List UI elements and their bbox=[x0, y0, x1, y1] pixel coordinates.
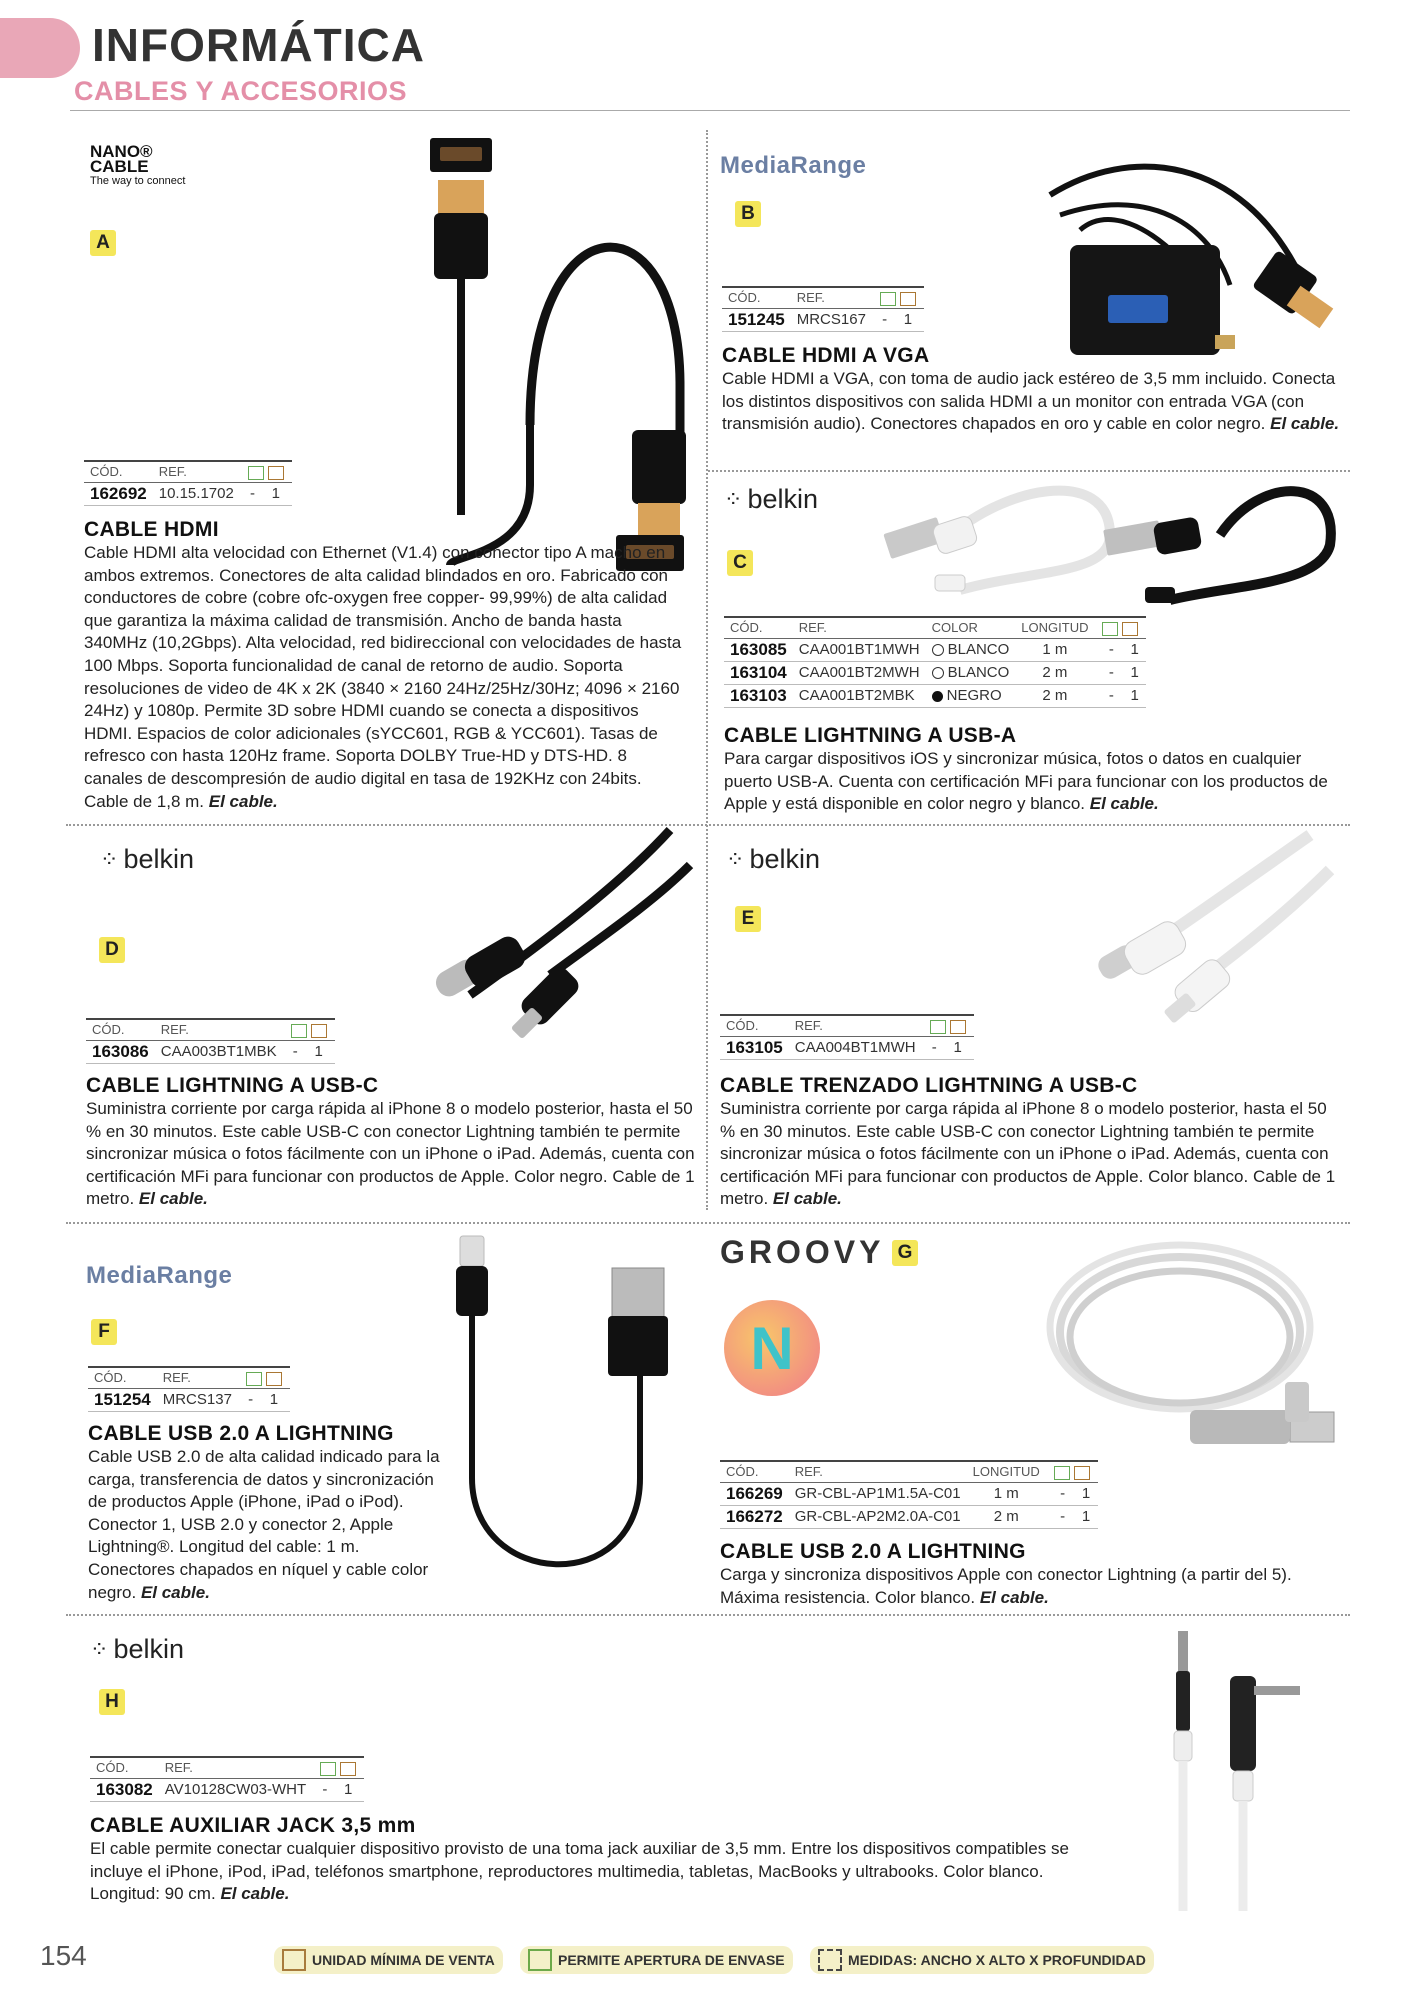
product-title: CABLE LIGHTNING A USB-A bbox=[724, 724, 1017, 747]
product-description: Suministra corriente por carga rápida al iPhone 8 o modelo posterior, hasta el 50 % en 30 minutos. Este cable USB-C con conector Lightning también te permite sincronizar música o fotos fácilmente con un iPhone o iPad. Además, cuenta con certificación MFi para funcionar con productos de Apple. Color blanco. Cable de 1 metro. El cable. bbox=[720, 1099, 1336, 1209]
brand-logo-belkin: ⁘ belkin bbox=[100, 844, 194, 874]
brand-logo-groovy: GROOVY bbox=[720, 1234, 885, 1270]
lightning-usb-a-cables-image bbox=[880, 475, 1350, 615]
product-letter-badge: G bbox=[892, 1240, 918, 1266]
product-description: Cable USB 2.0 de alta calidad indicado para la carga, transferencia de datos y sincronización de productos Apple (iPhone, iPad o iPod). Conector 1, USB 2.0 y conector 2, Apple Lightning®. Longitud del cable: 1 m. Conectores chapados en níquel y cable color negro. El cable. bbox=[88, 1447, 440, 1602]
aux-jack-cable-image bbox=[1150, 1626, 1330, 1916]
product-title: CABLE TRENZADO LIGHTNING A USB-C bbox=[720, 1074, 1138, 1097]
column-divider bbox=[706, 130, 708, 1210]
product-table: CÓD. REF. 151254 MRCS137 - 1 bbox=[88, 1366, 290, 1412]
product-title: CABLE AUXILIAR JACK 3,5 mm bbox=[90, 1814, 416, 1837]
table-row: 163085 CAA001BT1MWH BLANCO 1 m - 1 bbox=[724, 638, 1146, 661]
table-row: 163105 CAA004BT1MWH - 1 bbox=[720, 1036, 974, 1059]
table-row: 163104 CAA001BT2MWH BLANCO 2 m - 1 bbox=[724, 661, 1146, 684]
dimensions-icon bbox=[818, 1949, 842, 1971]
product-title: CABLE HDMI A VGA bbox=[722, 344, 930, 367]
page-subtitle: CABLES Y ACCESORIOS bbox=[74, 76, 408, 106]
product-table: CÓD. REF. 163086 CAA003BT1MBK - 1 bbox=[86, 1018, 335, 1064]
brand-logo-belkin: ⁘ belkin bbox=[724, 484, 818, 514]
lightning-usb-c-cable-image bbox=[420, 825, 700, 1055]
header-tab bbox=[0, 18, 80, 78]
product-letter-badge: F bbox=[91, 1319, 117, 1345]
header-divider bbox=[70, 110, 1350, 111]
product-letter-badge: H bbox=[99, 1689, 125, 1715]
row-divider bbox=[708, 470, 1350, 472]
row-divider bbox=[66, 1614, 1350, 1616]
table-row: 162692 10.15.1702 - 1 bbox=[84, 482, 292, 505]
brand-logo-mediarange: MediaRange bbox=[720, 152, 867, 179]
product-table: CÓD. REF. 163082 AV10128CW03-WHT - 1 bbox=[90, 1756, 364, 1802]
product-letter-badge: E bbox=[735, 906, 761, 932]
row-divider bbox=[66, 824, 1350, 826]
table-row: 151245 MRCS167 - 1 bbox=[722, 308, 924, 331]
product-table: CÓD. REF. LONGITUD 166269 GR-CBL-AP1M1.5A-C01 1 m - 1 166272 GR-CBL-AP2M2.0A-C01 2 m - 1 bbox=[720, 1460, 1098, 1529]
open-box-icon bbox=[528, 1949, 552, 1971]
product-table: CÓD. REF. 151245 MRCS167 - 1 bbox=[722, 286, 924, 332]
product-letter-badge: C bbox=[727, 550, 753, 576]
product-description: Suministra corriente por carga rápida al iPhone 8 o modelo posterior, hasta el 50 % en 30 minutos. Este cable USB-C con conector Lightning también te permite sincronizar música o fotos fácilmente con un iPhone o iPad. Además, cuenta con certificación MFi para funcionar con productos de Apple. Color negro. Cable de 1 metro. El cable. bbox=[86, 1099, 695, 1209]
product-letter-badge: D bbox=[99, 937, 125, 963]
table-row: 163086 CAA003BT1MBK - 1 bbox=[86, 1040, 335, 1063]
table-row: 163103 CAA001BT2MBK NEGRO 2 m - 1 bbox=[724, 684, 1146, 707]
box-icon bbox=[282, 1949, 306, 1971]
table-row: 163082 AV10128CW03-WHT - 1 bbox=[90, 1778, 364, 1801]
product-letter-badge: A bbox=[90, 230, 116, 256]
product-description: El cable permite conectar cualquier dispositivo provisto de una toma jack auxiliar de 3,5 mm. Entre los dispositivos compatibles se incluye el iPhone, iPod, iPad, teléfonos smartphone, reproductores multimedia, tabletas, MacBooks y ultrabooks. Color blanco. Longitud: 90 cm. El cable. bbox=[90, 1839, 1069, 1904]
brand-logo-belkin: ⁘ belkin bbox=[90, 1634, 184, 1664]
page-title: INFORMÁTICA bbox=[92, 19, 425, 71]
product-table: CÓD. REF. 162692 10.15.1702 - 1 bbox=[84, 460, 292, 506]
product-title: CABLE LIGHTNING A USB-C bbox=[86, 1074, 379, 1097]
legend-unit: UNIDAD MÍNIMA DE VENTA bbox=[274, 1946, 503, 1974]
legend-dims: MEDIDAS: ANCHO X ALTO X PROFUNDIDAD bbox=[810, 1946, 1154, 1974]
product-title: CABLE HDMI bbox=[84, 518, 219, 541]
product-description: Para cargar dispositivos iOS y sincronizar música, fotos o datos en cualquier puerto USB-A. Cuenta con certificación MFi para funcionar con los productos de Apple y está disponible en color negro y blanco. El cable. bbox=[724, 749, 1328, 814]
legend-open: PERMITE APERTURA DE ENVASE bbox=[520, 1946, 793, 1974]
novelty-badge: N bbox=[724, 1300, 820, 1396]
product-letter-badge: B bbox=[735, 201, 761, 227]
groovy-lightning-cable-image bbox=[1030, 1232, 1340, 1472]
hdmi-cable-image bbox=[420, 135, 700, 575]
product-description: Cable HDMI a VGA, con toma de audio jack estéreo de 3,5 mm incluido. Conecta los distintos dispositivos con salida HDMI a un monitor con entrada VGA (con transmisión audio). Conectores chapados en oro y cable en color negro. El cable. bbox=[722, 369, 1340, 434]
product-title: CABLE USB 2.0 A LIGHTNING bbox=[720, 1540, 1026, 1563]
table-row: 166269 GR-CBL-AP1M1.5A-C01 1 m - 1 bbox=[720, 1482, 1098, 1505]
usb-lightning-cable-image bbox=[440, 1228, 700, 1608]
hdmi-vga-adapter-image bbox=[1010, 135, 1340, 365]
table-row: 166272 GR-CBL-AP2M2.0A-C01 2 m - 1 bbox=[720, 1505, 1098, 1528]
product-title: CABLE USB 2.0 A LIGHTNING bbox=[88, 1422, 394, 1445]
row-divider bbox=[66, 1222, 1350, 1224]
brand-logo-belkin: ⁘ belkin bbox=[726, 844, 820, 874]
product-description: Cable HDMI alta velocidad con Ethernet (V1.4) con conector tipo A macho en ambos extremos. Conectores de alta calidad blindados en oro. Fabricado con conductores de cobre (cobre ofc-oxygen free copper- 99,99%) de alta calidad que garantiza la máxima calidad de transmisión. Ancho de banda hasta 340MHz (10,2Gbps). Alta velocidad, red bidireccional con velocidades de hasta 100 Mbps. Soporta funcionalidad de canal de retorno de audio. Soporta resoluciones de video de 4K x 2K (3840 × 2160 24Hz/25Hz/30Hz; 4096 × 2160 24Hz) y 1080p. Permite 3D sobre HDMI cuando se conecta a dispositivos HDMI. Espacios de color adicionales (sYCC601, RGB & YCC601). Tasas de refresco con hasta 120Hz frame. Soporta DOLBY True-HD y DTS-HD. 8 canales de descompresión de audio digital en tasa de 192KHz con 24bits. Cable de 1,8 m. El cable. bbox=[84, 543, 682, 811]
braided-lightning-usb-c-cable-image bbox=[1090, 830, 1340, 1050]
product-description: Carga y sincroniza dispositivos Apple con conector Lightning (a partir del 5). Máxima resistencia. Color blanco. El cable. bbox=[720, 1565, 1292, 1607]
product-table: CÓD. REF. COLOR LONGITUD 163085 CAA001BT1MWH BLANCO 1 m - 1 163104 CAA001BT2MWH BLANCO 2 m - 1 163103 CAA001BT2MBK NEGRO 2 m - 1 bbox=[724, 616, 1146, 708]
product-table: CÓD. REF. 163105 CAA004BT1MWH - 1 bbox=[720, 1014, 974, 1060]
brand-logo-nanocable: NANO® CABLE The way to connect bbox=[90, 142, 186, 187]
brand-logo-mediarange: MediaRange bbox=[86, 1262, 233, 1289]
page-number: 154 bbox=[40, 1940, 87, 1971]
table-row: 151254 MRCS137 - 1 bbox=[88, 1388, 290, 1411]
